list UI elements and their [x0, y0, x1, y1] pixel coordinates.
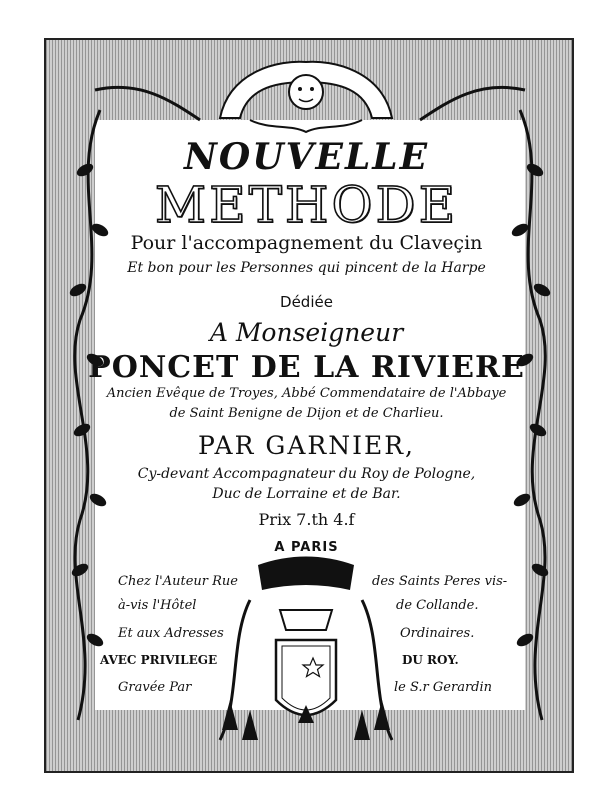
- subtitle: Pour l'accompagnement du Claveçin: [130, 232, 483, 254]
- imprint-left-4: AVEC PRIVILEGE: [100, 653, 218, 667]
- imprint-right-5: le S.r Gerardin: [394, 680, 493, 695]
- imprint-right-3: Ordinaires.: [400, 626, 475, 641]
- imprint-right-2: de Collande.: [396, 598, 479, 613]
- dedicatee-description-2: de Saint Benigne de Dijon et de Charlieu.: [169, 406, 444, 421]
- imprint-right-1: des Saints Peres vis-: [372, 574, 508, 589]
- title-line-2: METHODE: [154, 176, 459, 234]
- dedicatee-name: PONCET DE LA RIVIERE: [88, 350, 525, 385]
- city: A PARIS: [274, 540, 339, 555]
- dedication-label: Dédiée: [280, 293, 333, 311]
- imprint-left-3: Et aux Adresses: [118, 626, 224, 641]
- author: PAR GARNIER,: [198, 431, 415, 460]
- dedicatee-prefix: A Monseigneur: [209, 318, 404, 347]
- subtitle-note: Et bon pour les Personnes qui pincent de la Harpe: [127, 260, 486, 276]
- dedicatee-description-1: Ancien Evêque de Troyes, Abbé Commendataire de l'Abbaye: [106, 386, 507, 401]
- imprint-right-4: DU ROY.: [402, 653, 459, 667]
- author-description-1: Cy-devant Accompagnateur du Roy de Pologne,: [137, 466, 476, 482]
- imprint-left-5: Gravée Par: [118, 680, 192, 695]
- sun-face-cartouche-icon: [220, 62, 392, 132]
- author-description-2: Duc de Lorraine et de Bar.: [212, 486, 401, 502]
- imprint-left-2: à-vis l'Hôtel: [118, 598, 197, 613]
- price: Prix 7.th 4.f: [258, 510, 355, 529]
- coat-of-arms-icon: [220, 557, 392, 741]
- imprint-left-1: Chez l'Auteur Rue: [118, 574, 238, 589]
- title-line-1: NOUVELLE: [183, 136, 430, 178]
